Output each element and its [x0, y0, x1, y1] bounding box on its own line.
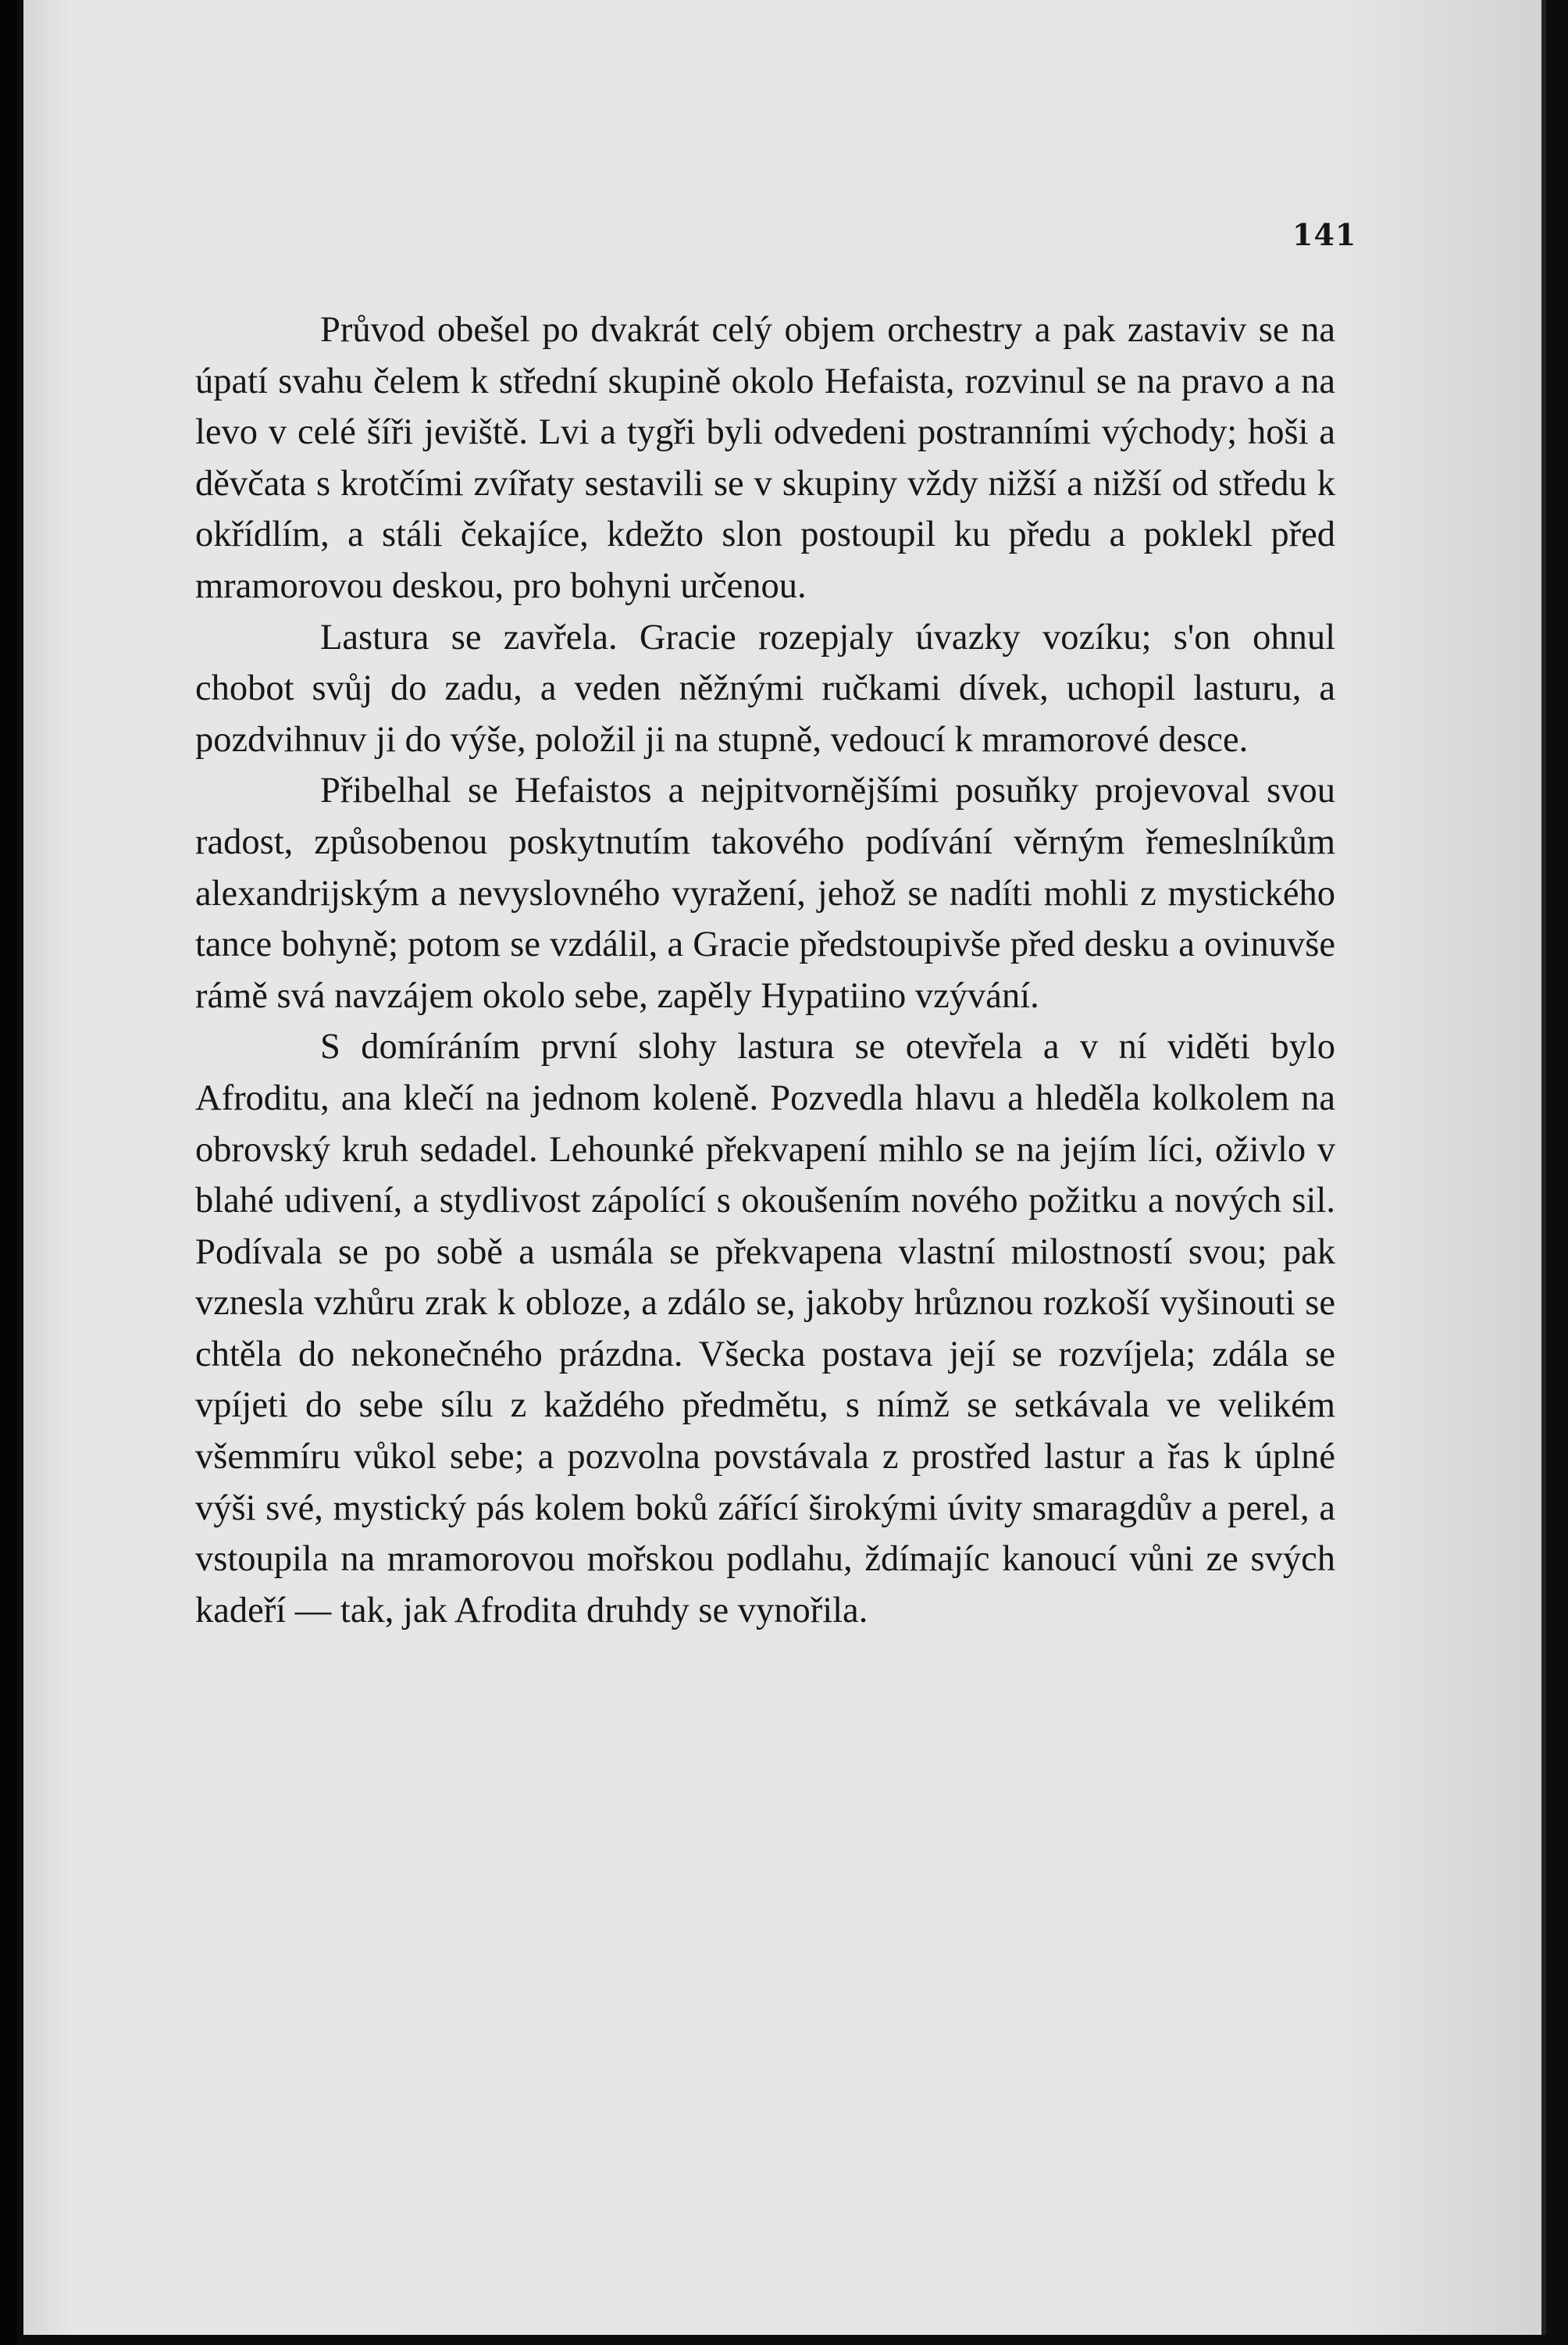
paragraph-1: Průvod obešel po dvakrát celý objem orchestry a pak zastaviv se na úpatí svahu čelem k střední skupině okolo Hefaista, rozvinul se na pravo a na levo v celé šíři jeviště. Lvi a tygři byli odvedeni postranními východy; hoši a děvčata s krotčími zvířaty sestavili se v skupiny vždy nižší a nižší od středu k okřídlím, a stáli čekajíce, kdežto slon postoupil ku předu a poklekl před mramorovou deskou, pro bohyni určenou. [195, 310, 1335, 606]
paragraph-2: Lastura se zavřela. Gracie rozepjaly úvazky vozíku; s'on ohnul chobot svůj do zadu, a veden něžnými ručkami dívek, uchopil lasturu, a pozdvihnuv ji do výše, položil ji na stupně, vedoucí k mramorové desce. [195, 617, 1335, 760]
page-number: 141 [1292, 217, 1357, 252]
body-text [195, 305, 1335, 1636]
paragraph-4: S domíráním první slohy lastura se otevřela a v ní viděti bylo Afroditu, ana klečí na jednom koleně. Pozvedla hlavu a hleděla kolkolem na obrovský kruh sedadel. Lehounké překvapení mihlo se na jejím líci, oživlo v blahé udivení, a stydlivost zápolící s okoušením nového požitku a nových sil. Podívala se po sobě a usmála se překvapena vlastní milostností svou; pak vznesla vzhůru zrak k obloze, a zdálo se, jakoby hrůznou rozkoší vyšinouti se chtěla do nekonečného prázdna. Všecka postava její se rozvíjela; zdála se vpíjeti do sebe sílu z každého předmětu, s nímž se setkávala ve velikém všemmíru vůkol sebe; a pozvolna povstávala z prostřed lastur a řas k úplné výši své, mystický pás kolem boků zářící širokými úvity smaragdův a perel, a vstoupila na mramorovou mořskou podlahu, ždímajíc kanoucí vůni ze svých kadeří — tak, jak Afrodita druhdy se vynořila. [195, 1027, 1335, 1630]
book-binding-edge [0, 0, 17, 2345]
paragraph-3: Přibelhal se Hefaistos a nejpitvornějšími posuňky projevoval svou radost, způsobenou poskytnutím takového podívání věrným řemeslníkům alexandrijským a nevyslovného vyražení, jehož se nadíti mohli z mystického tance bohyně; potom se vzdálil, a Gracie předstoupivše před desku a ovinuvše rámě svá navzájem okolo sebe, zapěly Hypatiino vzývání. [195, 771, 1335, 1016]
